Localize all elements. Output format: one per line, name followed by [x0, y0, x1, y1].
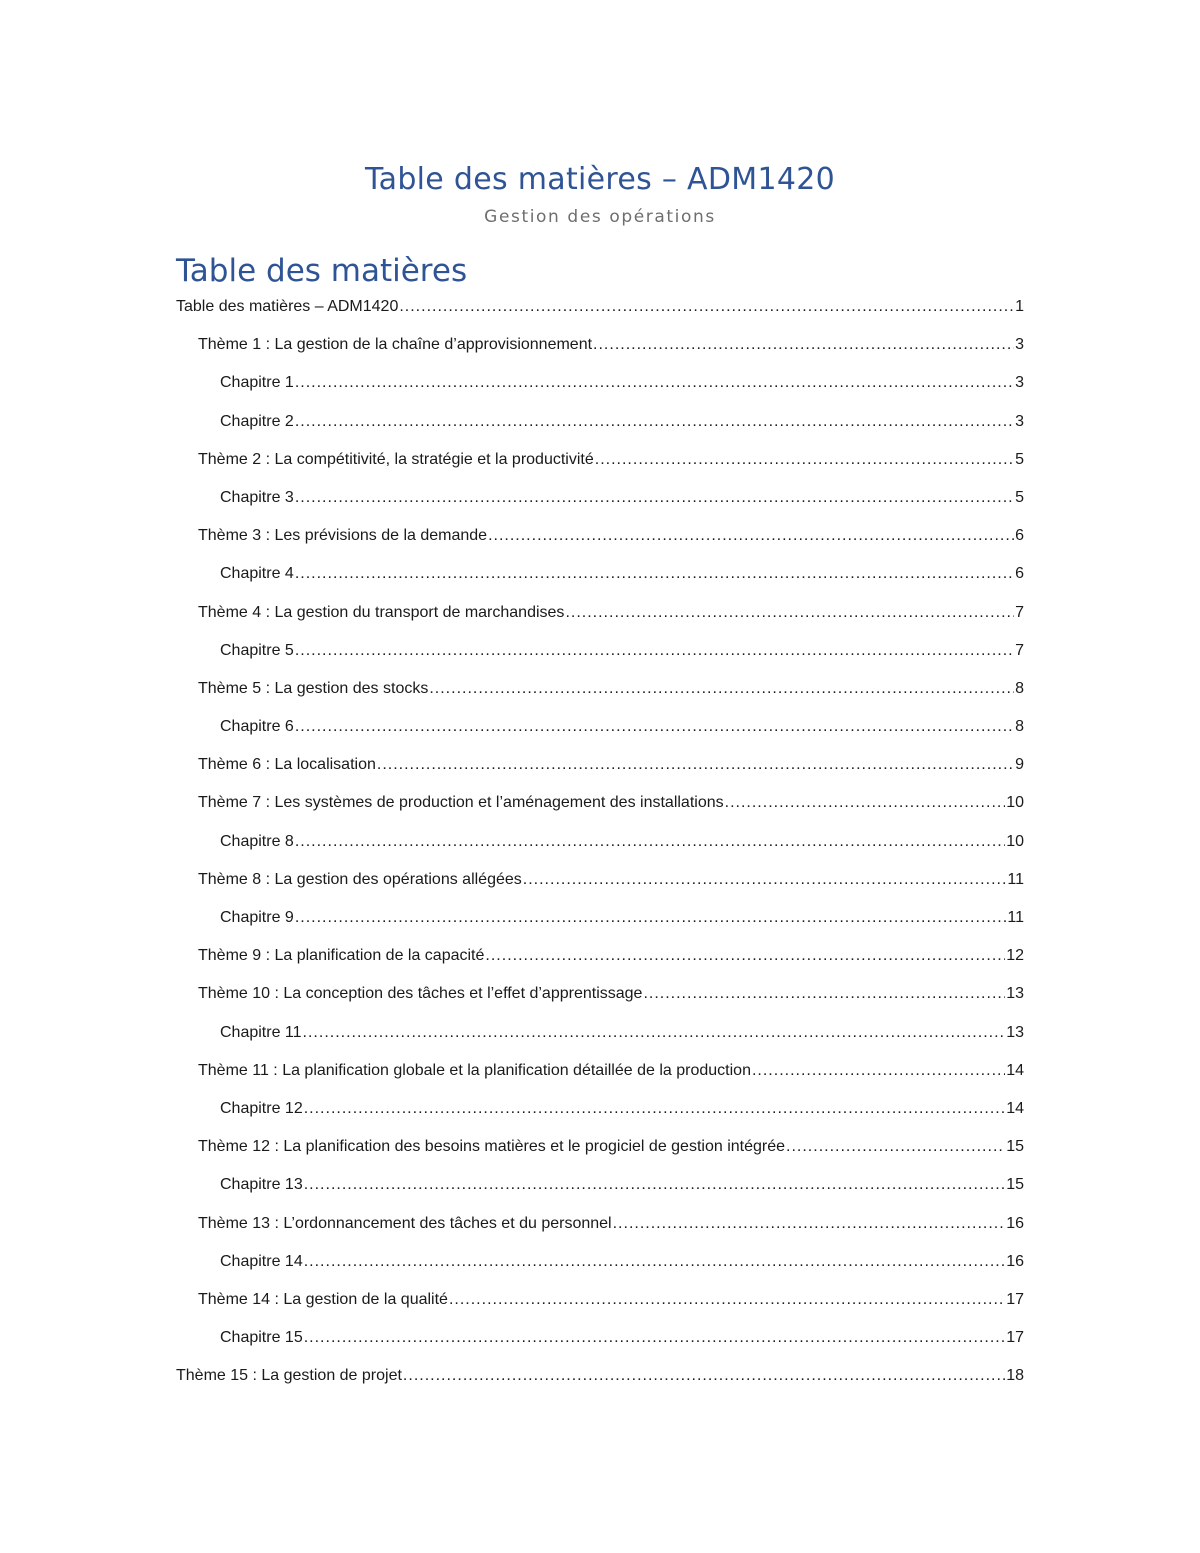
toc-page-number: 15: [1006, 1138, 1024, 1156]
toc-entry[interactable]: [176, 794, 1024, 832]
toc-dot-leader: [643, 985, 1005, 1003]
toc-page-number: 3: [1015, 412, 1024, 430]
toc-dot-leader: [523, 871, 1007, 889]
toc-dot-leader: [399, 298, 1014, 316]
toc-dot-leader: [752, 1062, 1005, 1080]
toc-entry[interactable]: [176, 1100, 1024, 1138]
toc-page-number: 13: [1006, 1023, 1024, 1041]
toc-page-number: 1: [1015, 298, 1024, 315]
toc-dot-leader: [304, 1253, 1005, 1271]
toc-page-number: 18: [1006, 1367, 1024, 1385]
toc-entry-text: Chapitre 6: [220, 718, 294, 736]
toc-entry-text: Thème 12 : La planification des besoins matières et le progiciel de gestion intégrée: [198, 1138, 786, 1156]
toc-entry-text: Thème 8 : La gestion des opérations allégées: [198, 870, 522, 888]
toc-page-number: 7: [1015, 641, 1024, 659]
toc-page-number: 17: [1006, 1329, 1024, 1347]
toc-entry[interactable]: [176, 1291, 1024, 1329]
toc-entry-text: Chapitre 1: [220, 374, 294, 392]
toc-entry-text: Chapitre 14: [220, 1252, 303, 1270]
toc-dot-leader: [295, 374, 1014, 392]
toc-entry-text: Thème 2 : La compétitivité, la stratégie et la productivité: [198, 450, 594, 468]
toc-entry-text: Chapitre 12: [220, 1099, 303, 1117]
document-subtitle: Gestion des opérations: [484, 207, 716, 227]
toc-entry[interactable]: [176, 1367, 1024, 1405]
toc-page-number: 7: [1015, 603, 1024, 621]
toc-dot-leader: [485, 947, 1005, 965]
toc-entry[interactable]: [176, 298, 1024, 336]
toc-dot-leader: [295, 718, 1014, 736]
toc-dot-leader: [725, 794, 1006, 812]
toc-dot-leader: [593, 336, 1014, 354]
toc-dot-leader: [295, 489, 1014, 507]
toc-page-number: 13: [1006, 985, 1024, 1003]
toc-page-number: 14: [1006, 1061, 1024, 1079]
toc-entry-text: Thème 13 : L’ordonnancement des tâches et du personnel: [198, 1214, 612, 1232]
toc-page-number: 8: [1015, 718, 1024, 736]
toc-page-number: 3: [1015, 374, 1024, 392]
toc-entry-text: Thème 5 : La gestion des stocks: [198, 679, 429, 697]
toc-dot-leader: [488, 527, 1014, 545]
toc-dot-leader: [304, 1329, 1005, 1347]
toc-dot-leader: [429, 680, 1014, 698]
toc-page-number: 11: [1007, 870, 1024, 888]
toc-entry[interactable]: [176, 604, 1024, 642]
toc-dot-leader: [295, 833, 1005, 851]
toc-entry-text: Thème 9 : La planification de la capacité: [198, 947, 485, 965]
toc-entry-text: Chapitre 11: [220, 1023, 302, 1041]
document-title: Table des matières – ADM1420: [364, 162, 836, 197]
toc-entry[interactable]: [176, 451, 1024, 489]
toc-entry[interactable]: [176, 985, 1024, 1023]
toc-dot-leader: [295, 565, 1014, 583]
toc-dot-leader: [595, 451, 1014, 469]
toc-dot-leader: [403, 1367, 1005, 1385]
toc-entry[interactable]: [176, 527, 1024, 565]
toc-entry[interactable]: [176, 680, 1024, 718]
toc-entry-text: Chapitre 2: [220, 412, 294, 430]
toc-entry-text: Chapitre 8: [220, 832, 294, 850]
toc-entry-text: Chapitre 15: [220, 1329, 303, 1347]
toc-entry[interactable]: [176, 413, 1024, 451]
toc-dot-leader: [613, 1215, 1006, 1233]
toc-entry[interactable]: [176, 833, 1024, 871]
toc-entry[interactable]: [176, 374, 1024, 412]
toc-page-number: 6: [1015, 565, 1024, 583]
toc-entry[interactable]: [176, 489, 1024, 527]
toc-entry-text: Thème 1 : La gestion de la chaîne d’approvisionnement: [198, 336, 593, 354]
toc-entry[interactable]: [176, 565, 1024, 603]
toc-entry-text: Chapitre 5: [220, 641, 294, 659]
toc-entry-text: Chapitre 3: [220, 488, 294, 506]
toc-entry-text: Thème 6 : La localisation: [198, 756, 376, 774]
toc-page-number: 10: [1006, 794, 1024, 812]
toc-page-number: 16: [1006, 1252, 1024, 1270]
toc-page-number: 5: [1015, 450, 1024, 468]
toc-dot-leader: [449, 1291, 1005, 1309]
toc-page-number: 8: [1015, 679, 1024, 697]
toc-entry-text: Chapitre 13: [220, 1176, 303, 1194]
toc-entry[interactable]: [176, 642, 1024, 680]
toc-dot-leader: [304, 1100, 1005, 1118]
toc-page-number: 11: [1007, 909, 1024, 926]
toc-entry-text: Thème 14 : La gestion de la qualité: [198, 1290, 448, 1308]
toc-dot-leader: [786, 1138, 1005, 1156]
toc-entry-text: Thème 11 : La planification globale et la planification détaillée de la production: [198, 1061, 751, 1079]
toc-entry-text: Thème 3 : Les prévisions de la demande: [198, 527, 488, 545]
toc-entry[interactable]: [176, 756, 1024, 794]
toc-entry[interactable]: [176, 871, 1024, 909]
toc-entry-text: Chapitre 9: [220, 909, 294, 926]
toc-entry-text: Table des matières – ADM1420: [176, 298, 399, 315]
toc-page-number: 16: [1006, 1214, 1024, 1232]
toc-heading: Table des matières: [176, 253, 468, 289]
toc-entry[interactable]: [176, 1138, 1024, 1176]
toc-dot-leader: [295, 642, 1014, 660]
toc-page-number: 6: [1015, 527, 1024, 545]
toc-entry[interactable]: [176, 718, 1024, 756]
toc-entry[interactable]: [176, 1215, 1024, 1253]
toc-page-number: 14: [1006, 1099, 1024, 1117]
toc-entry-text: Thème 4 : La gestion du transport de marchandises: [198, 603, 565, 621]
toc-page-number: 3: [1015, 336, 1024, 354]
toc-entry-text: Thème 10 : La conception des tâches et l’effet d’apprentissage: [198, 985, 643, 1003]
toc-page-number: 10: [1006, 832, 1024, 850]
toc-page-number: 5: [1015, 488, 1024, 506]
toc-entry[interactable]: [176, 1176, 1024, 1214]
toc-entry[interactable]: [176, 336, 1024, 374]
table-of-contents: [176, 298, 1024, 1405]
toc-dot-leader: [295, 413, 1014, 431]
toc-entry[interactable]: [176, 1253, 1024, 1291]
toc-page-number: 12: [1006, 947, 1024, 965]
toc-page-number: 17: [1006, 1290, 1024, 1308]
toc-entry[interactable]: [176, 1024, 1024, 1062]
toc-dot-leader: [303, 1024, 1006, 1042]
toc-entry-text: Thème 15 : La gestion de projet: [176, 1367, 402, 1385]
toc-entry[interactable]: [176, 1329, 1024, 1367]
toc-dot-leader: [565, 604, 1014, 622]
toc-dot-leader: [295, 909, 1007, 927]
toc-entry-text: Thème 7 : Les systèmes de production et l’aménagement des installations: [198, 794, 724, 812]
toc-page-number: 15: [1006, 1176, 1024, 1194]
toc-entry[interactable]: [176, 947, 1024, 985]
toc-dot-leader: [304, 1176, 1005, 1194]
toc-entry-text: Chapitre 4: [220, 565, 294, 583]
toc-entry[interactable]: [176, 909, 1024, 947]
toc-page-number: 9: [1015, 756, 1024, 774]
toc-entry[interactable]: [176, 1062, 1024, 1100]
toc-dot-leader: [377, 756, 1014, 774]
